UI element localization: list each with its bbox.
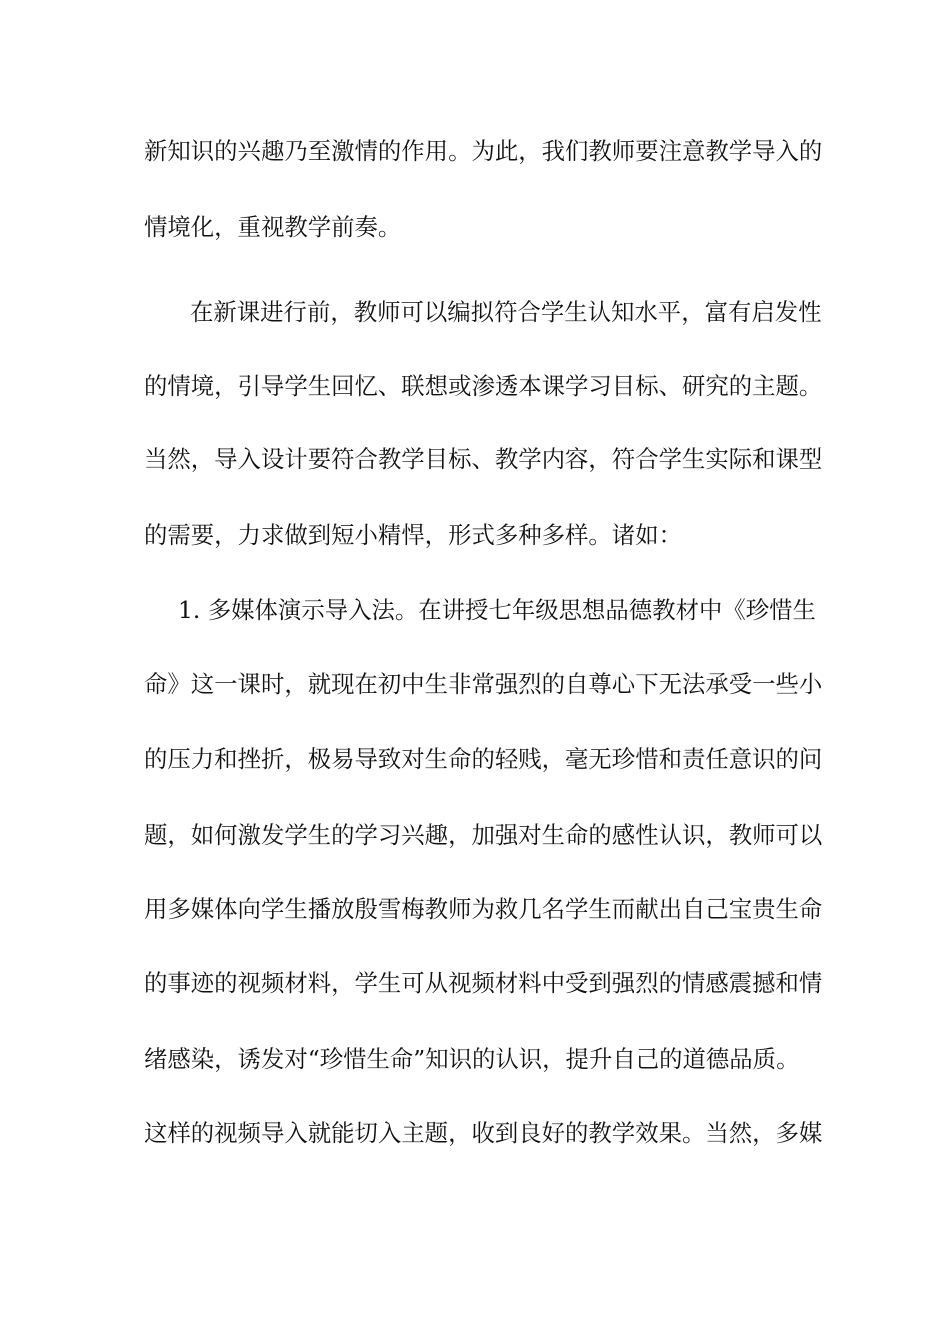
text-line: 情境化，重视教学前奏。 [144,213,402,241]
text-line: 题，如何激发学生的学习兴趣，加强对生命的感性认识，教师可以 [144,821,823,849]
text-line: 这样的视频导入就能切入主题，收到良好的教学效果。当然，多媒 [144,1119,823,1147]
text-line: 的情境，引导学生回忆、联想或渗透本课学习目标、研究的主题。 [144,372,823,400]
text-line: 的压力和挫折，极易导致对生命的轻贱，毫无珍惜和责任意识的问 [144,745,823,773]
text-line: 的事迹的视频材料，学生可从视频材料中受到强烈的情感震撼和情 [144,969,823,997]
text-line: 用多媒体向学生播放殷雪梅教师为救几名学生而献出自己宝贵生命 [144,895,823,923]
paragraph-first-line: 在新课进行前，教师可以编拟符合学生认知水平，富有启发性 [190,298,822,326]
text-line: 当然，导入设计要符合教学目标、教学内容，符合学生实际和课型 [144,445,823,473]
text-line: 命》这一课时，就现在初中生非常强烈的自尊心下无法承受一些小 [144,670,823,698]
text-line: 新知识的兴趣乃至激情的作用。为此，我们教师要注意教学导入的 [144,137,823,165]
text-line: 的需要，力求做到短小精悍，形式多种多样。诸如： [144,521,682,549]
text-line: 绪感染，诱发对“珍惜生命”知识的认识，提升自己的道德品质。 [144,1045,800,1073]
list-item-first-line: 1. 多媒体演示导入法。在讲授七年级思想品德教材中《珍惜生 [178,596,816,624]
